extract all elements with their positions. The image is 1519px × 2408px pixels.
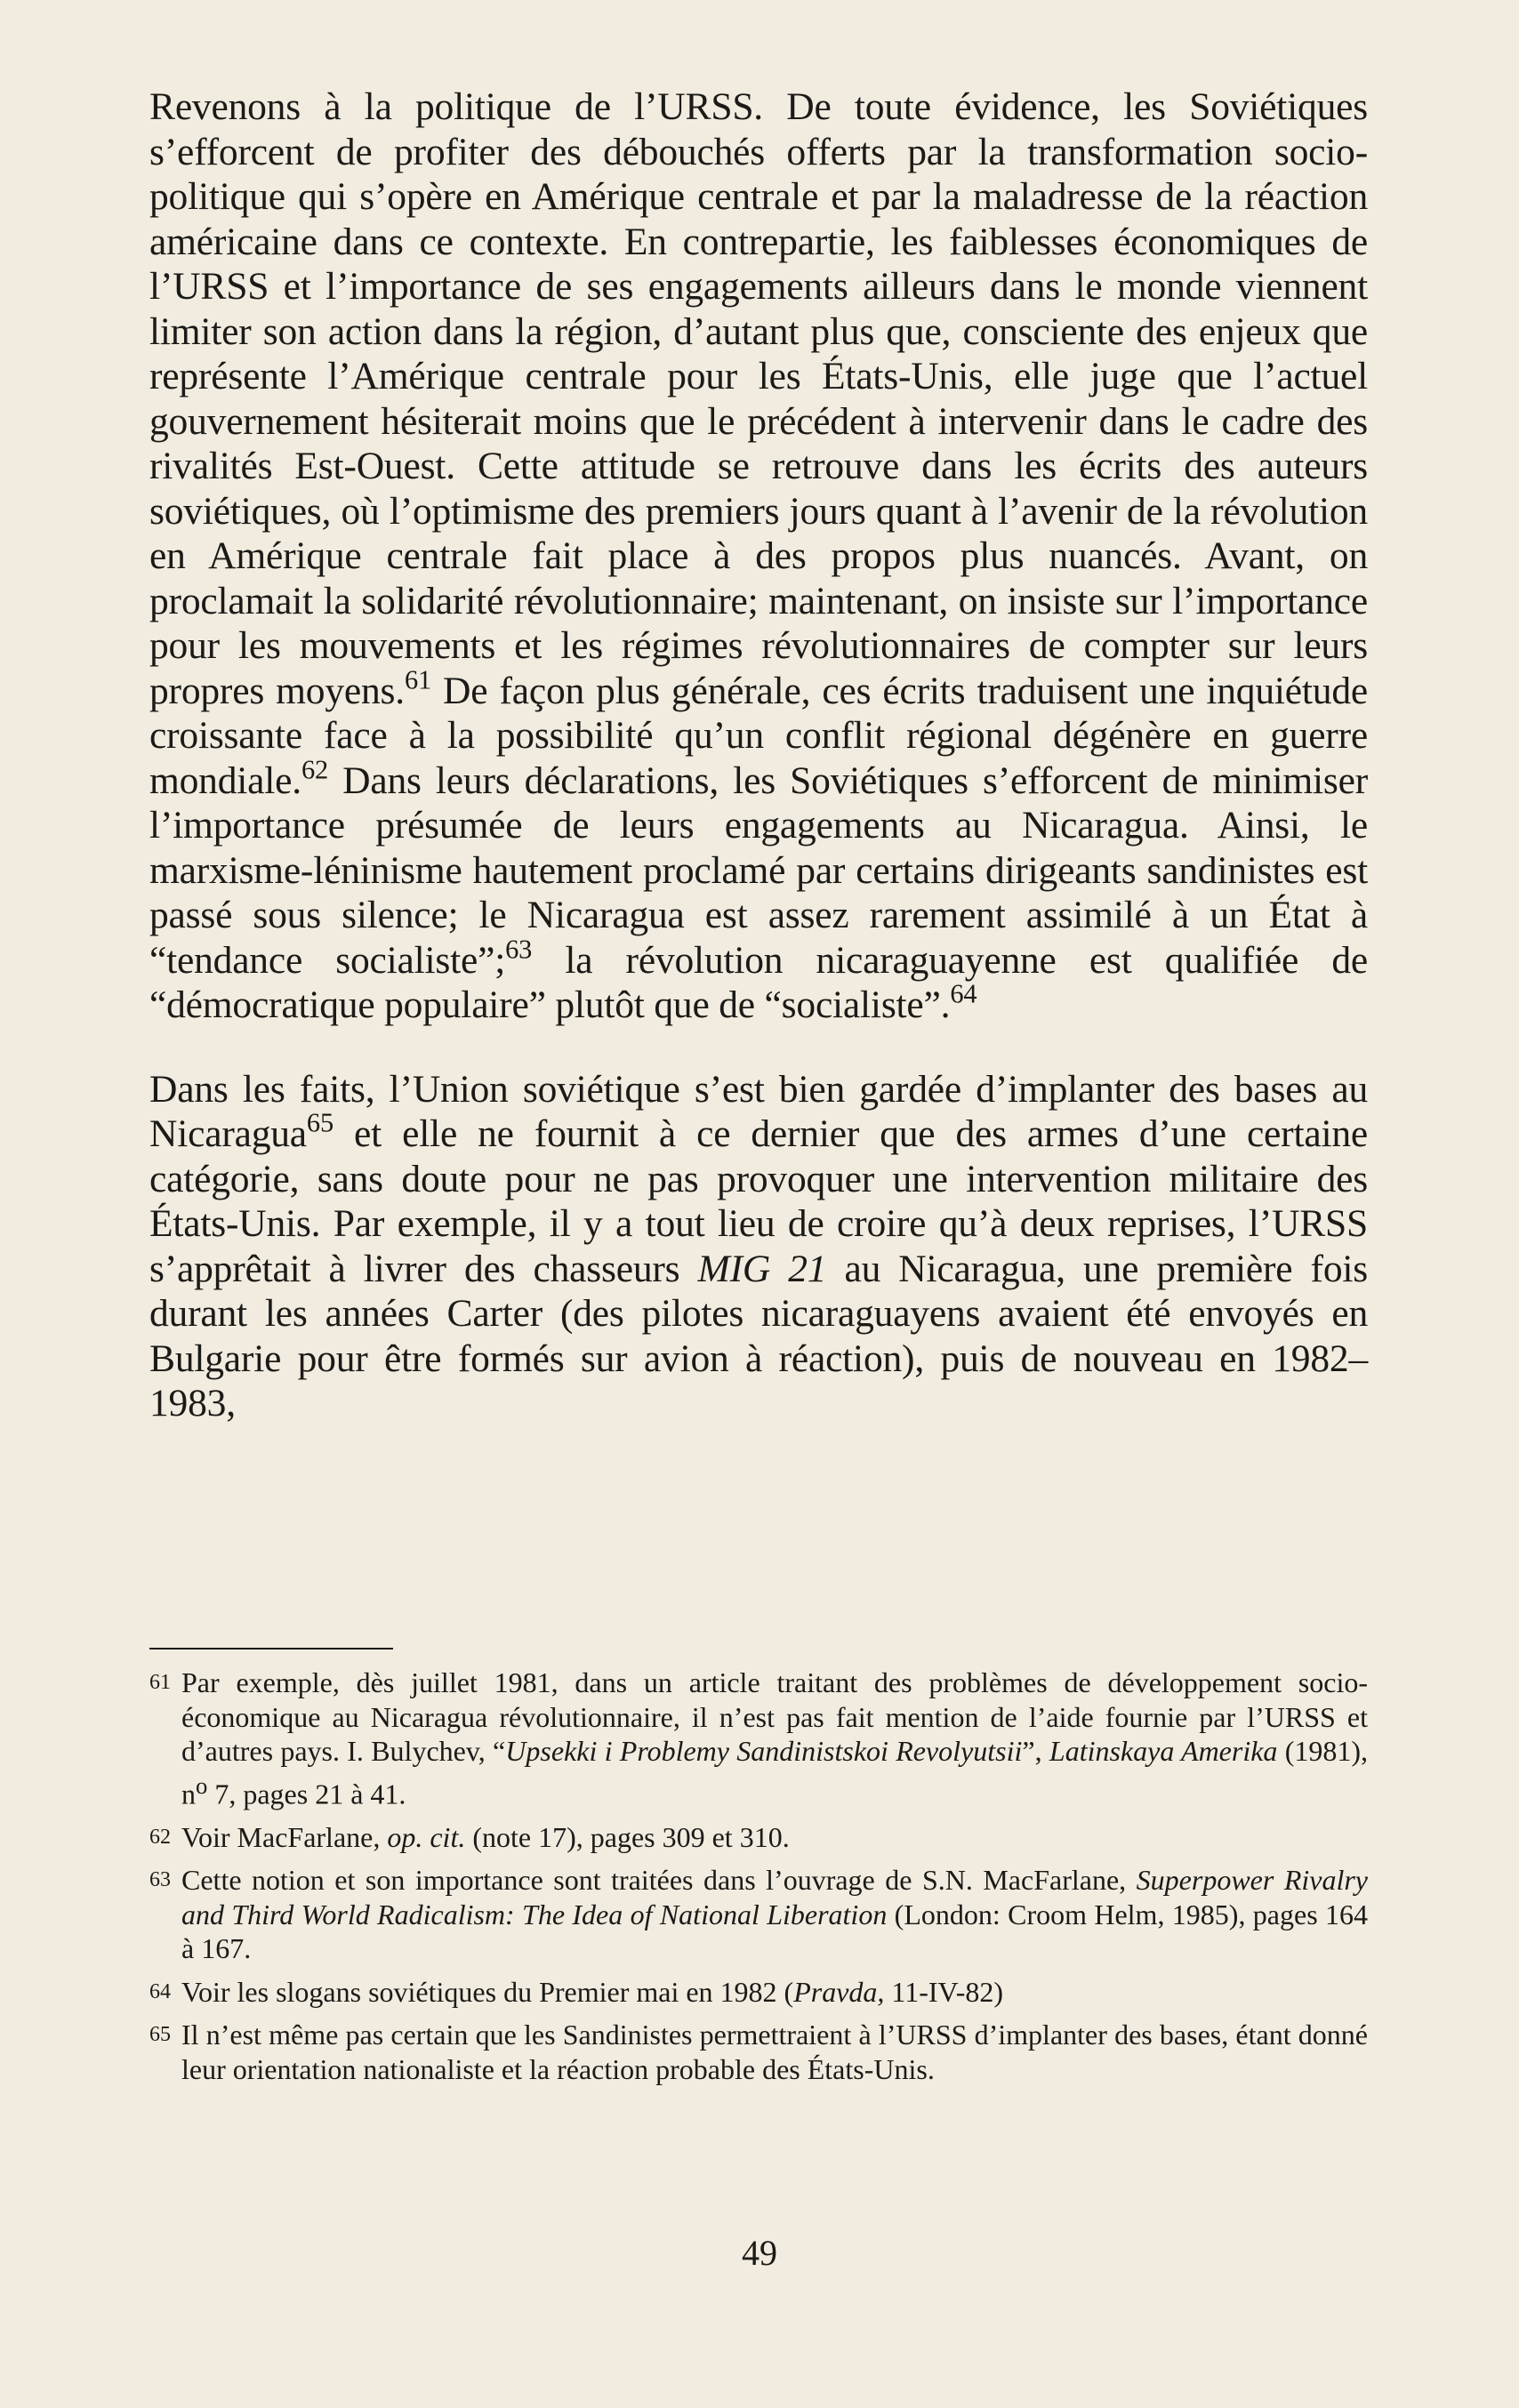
footnote-ref-64: 64 bbox=[950, 978, 977, 1009]
text-segment: (note 17), pages 309 et 310. bbox=[465, 1820, 790, 1853]
text-segment: Par exemple, dès juillet 1981, dans un article traitant des problèmes de développement socio-économique au Nicaragua révolutionnaire, il n’est pas fait mention de l’aide fournie par l’URSS et d’autres pays. I. Bulychev, “ bbox=[181, 1666, 1368, 1767]
footnote-number: 62 bbox=[149, 1825, 171, 1849]
page-number: 49 bbox=[742, 2233, 777, 2273]
text-segment: 11-IV-82) bbox=[884, 1975, 1004, 2008]
body-text bbox=[149, 84, 1368, 1426]
text-segment: au Nicaragua, une première fois durant les années Carter (des pilotes nicaraguayens avaient été envoyés en Bulgarie pour être formés sur avion à réaction), puis de nouveau en 1982–1983, bbox=[149, 1247, 1368, 1425]
footnote-number: 63 bbox=[149, 1868, 171, 1892]
footnotes bbox=[149, 1666, 1368, 2095]
footnote-separator bbox=[149, 1648, 393, 1649]
footnote-62 bbox=[149, 1820, 1368, 1855]
footnote-number: 61 bbox=[149, 1671, 171, 1694]
italic-title: Pravda, bbox=[793, 1975, 885, 2008]
text-segment: Voir les slogans soviétiques du Premier mai en 1982 ( bbox=[181, 1975, 794, 2008]
text-segment: Dans leurs déclarations, les Soviétiques s’efforcent de minimiser l’importance présumée de leurs engagements au Nicaragua. Ainsi, le marxisme-léninisme hautement proclamé par certains dirigeants sandinistes est passé sous silence; le Nicaragua est assez rarement assimilé à un État à “tendance socialiste”; bbox=[149, 759, 1368, 982]
text-segment: (London: Croom Helm, 1985), pages 164 à 167. bbox=[181, 1898, 1369, 1965]
text-segment: (1981), n bbox=[181, 1735, 1369, 1810]
footnote-ref-65: 65 bbox=[306, 1107, 334, 1138]
italic-title: Superpower Rivalry and Third World Radicalism: The Idea of National Liberation bbox=[181, 1864, 1369, 1930]
text-segment: 7, pages 21 à 41. bbox=[207, 1778, 406, 1810]
italic-title: Latinskaya Amerika bbox=[1049, 1735, 1278, 1767]
footnote-text bbox=[181, 1820, 1368, 1855]
text-segment: Revenons à la politique de l’URSS. De toute évidence, les Soviétiques s’efforcent de profiter des débouchés offerts par la transformation socio-politique qui s’opère en Amérique centrale et par la maladresse de la réaction américaine dans ce contexte. En contrepartie, les faiblesses économiques de l’URSS et l’importance de ses engagements ailleurs dans le monde viennent limiter son action dans la région, d’autant plus que, consciente des enjeux que représente l’Amérique centrale pour les États-Unis, elle juge que l’actuel gouvernement hésiterait moins que le précédent à intervenir dans le cadre des rivalités Est-Ouest. Cette attitude se retrouve dans les écrits des auteurs soviétiques, où l’optimisme des premiers jours quant à l’avenir de la révolution en Amérique centrale fait place à des propos plus nuancés. Avant, on proclamait la solidarité révolutionnaire; maintenant, on insiste sur l’importance pour les mouvements et les régimes révolutionnaires de compter sur leurs propres moyens. bbox=[149, 85, 1368, 712]
footnote-text bbox=[181, 1863, 1368, 1966]
footnote-text bbox=[181, 1975, 1368, 2010]
footnote-text: Il n’est même pas certain que les Sandinistes permettraient à l’URSS d’implanter des bases, étant donné leur orientation nationaliste et la réaction probable des États-Unis. bbox=[181, 2019, 1368, 2085]
text-segment: Dans les faits, l’Union soviétique s’est bien gardée d’implanter des bases au Nicaragua bbox=[149, 1067, 1368, 1155]
footnote-text bbox=[181, 1666, 1368, 1811]
footnote-65 bbox=[149, 2018, 1368, 2086]
italic-text: MIG 21 bbox=[697, 1247, 827, 1290]
footnote-64 bbox=[149, 1975, 1368, 2010]
footnote-ref-63: 63 bbox=[505, 933, 533, 964]
footnote-61 bbox=[149, 1666, 1368, 1811]
text-segment: la révolution nicaraguayenne est qualifiée de “démocratique populaire” plutôt que de “socialiste”. bbox=[149, 938, 1368, 1026]
footnote-ref-62: 62 bbox=[301, 753, 328, 784]
superscript: o bbox=[196, 1771, 208, 1799]
text-segment: ”, bbox=[1022, 1735, 1049, 1767]
italic-title: Upsekki i Problemy Sandinistskoi Revolyutsii bbox=[505, 1735, 1023, 1767]
text-segment: Cette notion et son importance sont traitées dans l’ouvrage de S.N. MacFarlane, bbox=[181, 1864, 1137, 1897]
footnote-63 bbox=[149, 1863, 1368, 1966]
text-segment: et elle ne fournit à ce dernier que des armes d’une certaine catégorie, sans doute pour ne pas provoquer une intervention militaire des États-Unis. Par exemple, il y a tout lieu de croire qu’à deux reprises, l’URSS s’apprêtait à livrer des chasseurs bbox=[149, 1112, 1368, 1290]
footnote-number: 64 bbox=[149, 1979, 171, 2003]
italic-text: op. cit. bbox=[387, 1820, 466, 1853]
paragraph-2 bbox=[149, 1067, 1368, 1426]
footnote-ref-61: 61 bbox=[404, 663, 431, 694]
text-segment: De façon plus générale, ces écrits traduisent une inquiétude croissante face à la possibilité qu’un conflit régional dégénère en guerre mondiale. bbox=[149, 669, 1368, 802]
text-segment: Voir MacFarlane, bbox=[181, 1820, 388, 1853]
footnote-number: 65 bbox=[149, 2023, 171, 2047]
paragraph-1 bbox=[149, 84, 1368, 1028]
